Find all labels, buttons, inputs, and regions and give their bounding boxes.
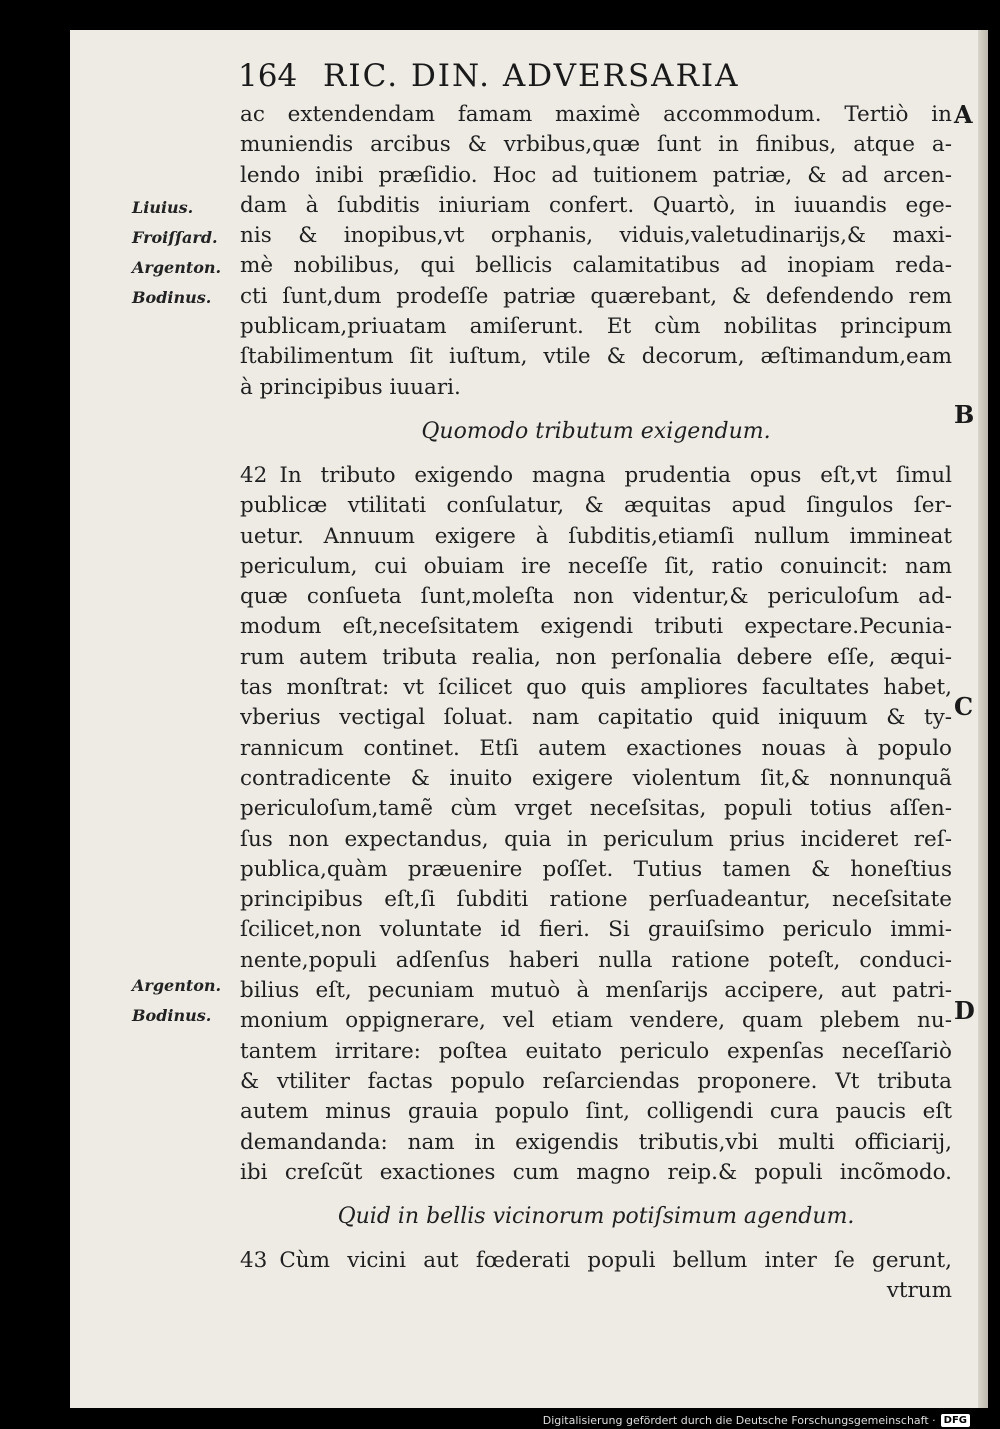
- text-line: ſtabilimentum ſit iuſtum, vtile & decorum, æſtimandum,eam: [240, 344, 952, 370]
- running-title: RIC. DIN. ADVERSARIA: [323, 58, 740, 94]
- margin-note: Argenton.: [132, 258, 222, 277]
- page-body: [240, 100, 952, 1307]
- text-line: periculum, cui obuiam ire neceſſe ſit, ratio conuincit: nam: [240, 553, 952, 579]
- text-line-content: Cùm vicini aut fœderati populi bellum inter ſe gerunt,: [279, 1248, 952, 1274]
- running-header: [238, 58, 740, 94]
- text-line: publicæ vtilitati conſulatur, & æquitas apud ſingulos ſer-: [240, 493, 952, 519]
- text-line: dam à ſubditis iniuriam confert. Quartò, in iuuandis ege-: [240, 192, 952, 218]
- text-line: bilius eſt, pecuniam mutuò à menſarijs accipere, aut patri-: [240, 978, 952, 1004]
- dfg-logo: DFG: [941, 1414, 970, 1427]
- text-line: cti ſunt,dum prodeſſe patriæ quærebant, & defendendo rem: [240, 283, 952, 309]
- margin-note: Bodinus.: [132, 288, 212, 307]
- footer: [543, 1414, 970, 1427]
- paragraph: [240, 100, 952, 403]
- text-line: tas monſtrat: vt ſcilicet quo quis ampliores facultates habet,: [240, 675, 952, 701]
- section-heading: Quomodo tributum exigendum.: [421, 418, 771, 444]
- section-letter: C: [954, 692, 974, 721]
- text-line: demandanda: nam in exigendis tributis,vbi multi officiarij,: [240, 1129, 952, 1155]
- text-line: modum eſt,neceſsitatem exigendi tributi expectare.Pecunia-: [240, 614, 952, 640]
- text-line: uetur. Annuum exigere à ſubditis,etiamſi nullum immineat: [240, 523, 952, 549]
- paragraph-number: 43: [240, 1248, 268, 1274]
- book-page: [70, 30, 988, 1408]
- margin-note: Argenton.: [132, 976, 222, 995]
- text-line: nis & inopibus,vt orphanis, viduis,valetudinarijs,& maxi-: [240, 223, 952, 249]
- text-line: autem minus grauia populo ſint, colligendi cura paucis eſt: [240, 1099, 952, 1125]
- footer-credit: Digitalisierung gefördert durch die Deutsche Forschungsgemeinschaft ·: [542, 1414, 936, 1427]
- paragraph-number: 42: [240, 462, 268, 488]
- catchword: vtrum: [886, 1278, 952, 1304]
- text-line: contradicente & inuito exigere violentum ſit,& nonnunquã: [240, 765, 952, 791]
- text-line: publicam,priuatam amiſerunt. Et cùm nobilitas principum: [240, 314, 952, 340]
- margin-note: Bodinus.: [132, 1006, 212, 1025]
- text-line: ſcilicet,non voluntate id fieri. Si grauiſsimo periculo immi-: [240, 917, 952, 943]
- text-line: à principibus iuuari.: [240, 374, 461, 400]
- text-line: quæ conſueta ſunt,moleſta non videntur,& periculoſum ad-: [240, 584, 952, 610]
- text-line: rum autem tributa realia, non perſonalia debere eſſe, æqui-: [240, 644, 952, 670]
- text-line: & vtiliter factas populo reſarciendas proponere. Vt tributa: [240, 1068, 952, 1094]
- paragraph: [240, 461, 952, 1188]
- text-line: [240, 1246, 952, 1276]
- text-line: publica,quàm præuenire poſſet. Tutius tamen & honeſtius: [240, 856, 952, 882]
- margin-note: Liuius.: [132, 198, 194, 217]
- section-letter: B: [954, 400, 975, 429]
- paragraph: [240, 1246, 952, 1307]
- page-edge: [978, 30, 988, 1408]
- page-number: 164: [238, 58, 298, 94]
- text-line: ſus non expectandus, quia in periculum prius incideret reſ-: [240, 826, 952, 852]
- text-line: principibus eſt,ſi ſubditi ratione perſuadeantur, neceſsitate: [240, 887, 952, 913]
- text-line: periculoſum,tamẽ cùm vrget neceſsitas, populi totius aſſen-: [240, 796, 952, 822]
- margin-note: Froiſſard.: [132, 228, 218, 247]
- text-line: tantem irritare: poſtea euitato periculo expenſas neceſſariò: [240, 1038, 952, 1064]
- text-line: ac extendendam famam maximè accommodum. Tertiò in: [240, 102, 952, 127]
- text-line: muniendis arcibus & vrbibus,quæ ſunt in finibus, atque a-: [240, 132, 952, 158]
- text-line: nente,populi adſenſus haberi nulla ratione poteſt, conduci-: [240, 947, 952, 973]
- text-line: ibi creſcũt exactiones cum magno reip.& populi incõmodo.: [240, 1159, 952, 1185]
- text-line: lendo inibi præſidio. Hoc ad tuitionem patriæ, & ad arcen-: [240, 162, 952, 188]
- section-heading: Quid in bellis vicinorum potiſsimum agendum.: [337, 1204, 855, 1230]
- section-letter: D: [954, 996, 975, 1025]
- text-line: vberius vectigal ſoluat. nam capitatio quid iniquum & ty-: [240, 705, 952, 731]
- text-line: mè nobilibus, qui bellicis calamitatibus ad inopiam reda-: [240, 253, 952, 279]
- section-letter: A: [954, 100, 973, 129]
- text-line: monium oppignerare, vel etiam vendere, quam plebem nu-: [240, 1008, 952, 1034]
- text-line-content: In tributo exigendo magna prudentia opus eſt,vt ſimul: [279, 462, 952, 488]
- text-line: rannicum continet. Etſi autem exactiones nouas à populo: [240, 735, 952, 761]
- text-line: [240, 461, 952, 491]
